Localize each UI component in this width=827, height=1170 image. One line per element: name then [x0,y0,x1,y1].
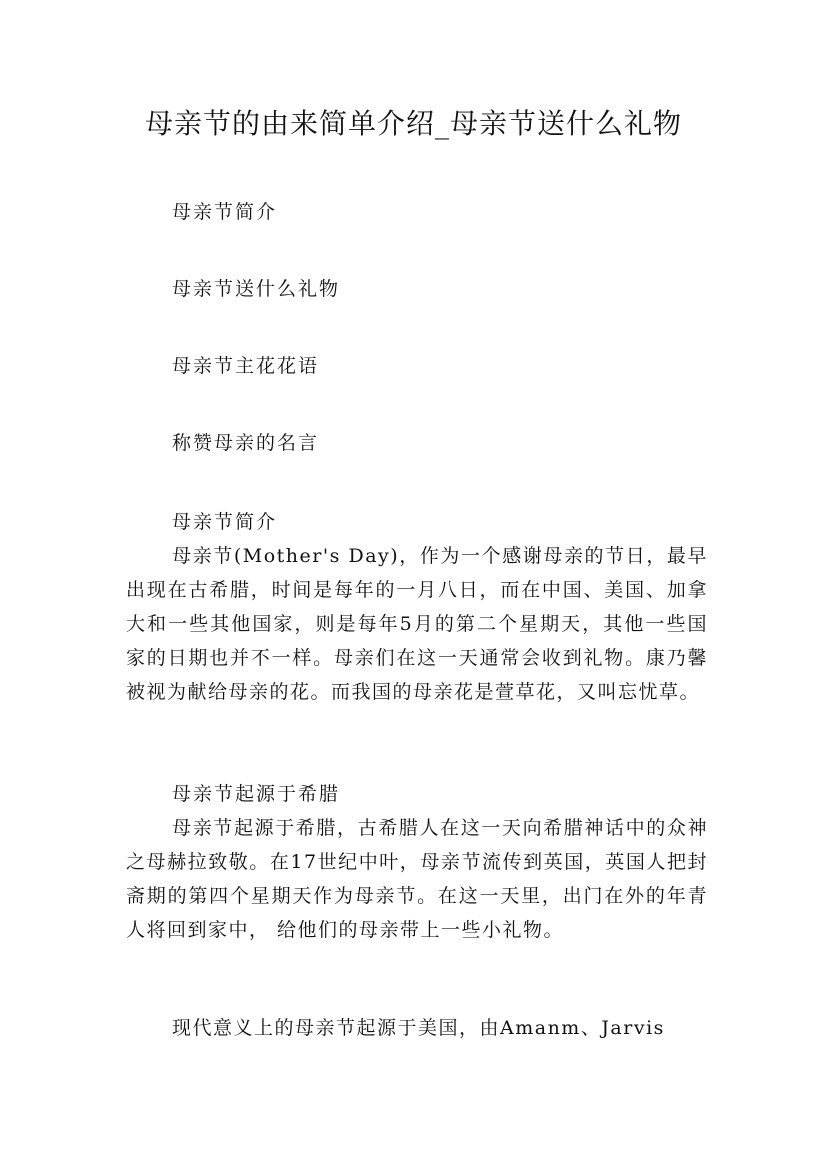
section-heading-origin-greece: 母亲节起源于希腊 [172,783,341,805]
toc-item-intro: 母亲节简介 [172,201,278,223]
toc-item-gifts: 母亲节送什么礼物 [172,278,341,300]
paragraph-modern-origin-text: 现代意义上的母亲节起源于美国，由Amanm、Jarvis [172,1017,665,1039]
paragraph-modern-origin [126,1011,708,1045]
paragraph-origin-greece-text: 母亲节起源于希腊，古希腊人在这一天向希腊神话中的众神之母赫拉致敬。在17世纪中叶，母亲节流传到英国，英国人把封斋期的第四个星期天作为母亲节。在这一天里，出门在外的年青人将回到家中， 给他们的母亲带上一些小礼物。 [126,817,708,941]
document-title: 母亲节的由来简单介绍_母亲节送什么礼物 [144,107,682,140]
paragraph-origin-greece [126,811,708,947]
paragraph-intro [126,539,708,709]
toc-item-quotes: 称赞母亲的名言 [172,432,320,454]
section-heading-intro: 母亲节简介 [172,511,278,533]
toc-item-flower: 母亲节主花花语 [172,355,320,377]
paragraph-intro-text: 母亲节(Mother's Day)，作为一个感谢母亲的节日，最早出现在古希腊，时间是每年的一月八日，而在中国、美国、加拿大和一些其他国家，则是每年5月的第二个星期天，其他一些国家的日期也并不一样。母亲们在这一天通常会收到礼物。康乃馨被视为献给母亲的花。而我国的母亲花是萱草花，又叫忘忧草。 [126,545,708,703]
